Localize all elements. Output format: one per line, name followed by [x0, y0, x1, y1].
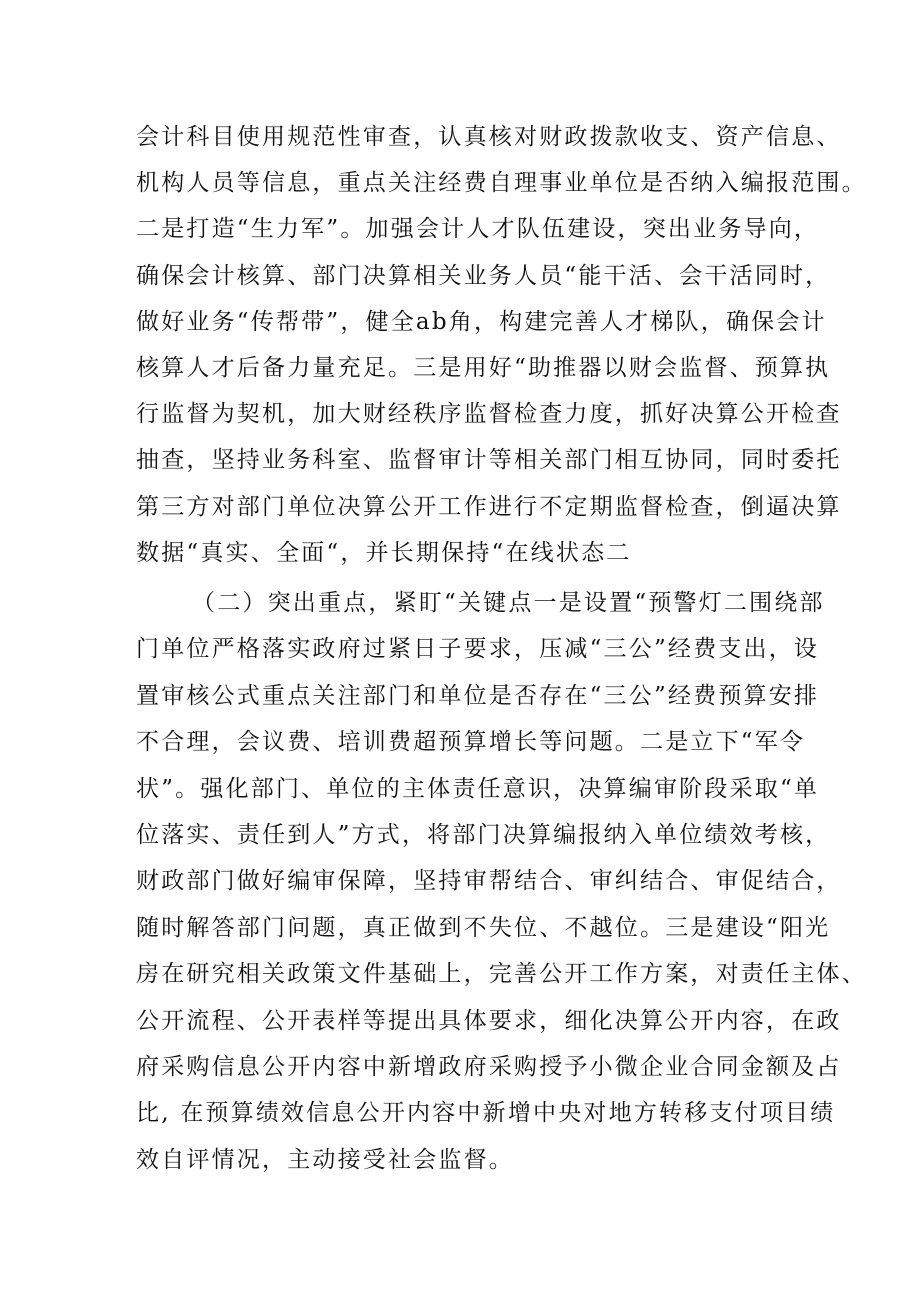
paragraph-line: 位落实、责任到人”方式，将部门决算编报纳入单位绩效考核，	[136, 821, 831, 848]
paragraph-line: 比, 在预算绩效信息公开内容中新增中央对地方转移支付项目绩	[136, 1100, 836, 1127]
paragraph-line: 确保会计核算、部门决算相关业务人员“能干活、会干活同时，	[136, 262, 831, 289]
paragraph-line: 抽查，坚持业务科室、监督审计等相关部门相互协同，同时委托	[136, 447, 842, 474]
paragraph-line: 府采购信息公开内容中新增政府采购授予小微企业合同金额及占	[136, 1053, 842, 1080]
paragraph-line: 门单位严格落实政府过紧日子要求，压减“三公”经费支出，设	[136, 636, 820, 663]
paragraph-line: 第三方对部门单位决算公开工作进行不定期监督检查，倒逼决算	[136, 493, 842, 520]
paragraph-2	[136, 580, 867, 1183]
paragraph-line: 机构人员等信息，重点关注经费自理事业单位是否纳入编报范围。	[136, 170, 867, 197]
paragraph-line: 行监督为契机，加大财经秩序监督检查力度，抓好决算公开检查	[136, 401, 842, 428]
paragraph-line: 效自评情况，主动接受社会监督。	[136, 1146, 514, 1173]
paragraph-line: 会计科目使用规范性审查，认真核对财政拨款收支、资产信息、	[136, 124, 842, 150]
paragraph-line-first: （二）突出重点，紧盯“关键点一是设置“预警灯二围绕部	[192, 590, 825, 616]
paragraph-1	[136, 114, 867, 576]
paragraph-line: 状”。强化部门、单位的主体责任意识，决算编审阶段采取“单	[136, 775, 820, 802]
paragraph-line: 公开流程、公开表样等提出具体要求，细化决算公开内容，在政	[136, 1007, 842, 1034]
paragraph-line: 置审核公式重点关注部门和单位是否存在“三公”经费预算安排	[136, 682, 820, 709]
paragraph-line: 房在研究相关政策文件基础上，完善公开工作方案，对责任主体、	[136, 961, 867, 988]
paragraph-line: 做好业务“传帮带”，健全ab角，构建完善人才梯队，确保会计	[136, 308, 827, 335]
paragraph-line: 核算人才后备力量充足。三是用好“助推器以财会监督、预算执	[136, 354, 831, 381]
paragraph-line: 不合理，会议费、培训费超预算增长等问题。二是立下“军令	[136, 729, 806, 756]
paragraph-line: 数据“真实、全面“，并长期保持“在线状态二	[136, 539, 632, 566]
paragraph-line: 财政部门做好编审保障，坚持审帮结合、审纠结合、审促结合，	[136, 868, 842, 895]
paragraph-line: 随时解答部门问题，真正做到不失位、不越位。三是建设“阳光	[136, 914, 831, 941]
paragraph-line: 二是打造“生力军”。加强会计人才队伍建设，突出业务导向，	[136, 216, 820, 243]
